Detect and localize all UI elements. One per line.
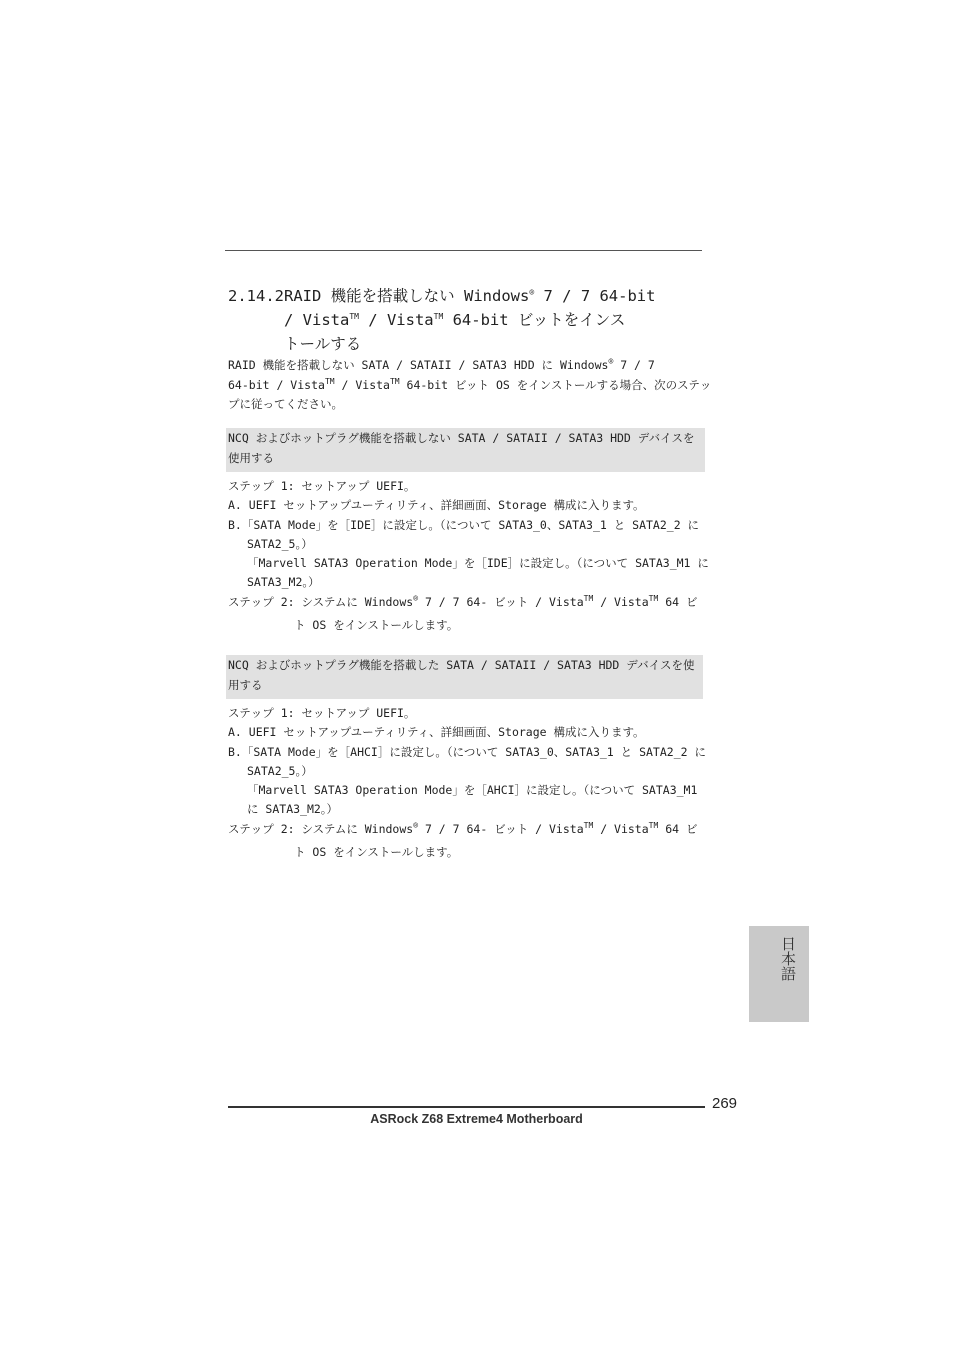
- section-number: 2.14.2: [228, 287, 284, 305]
- heading-line-2: / Vista™ / Vista™ 64-bit ビットをインス: [284, 311, 626, 329]
- step-a: A. UEFI セットアップユーティリティ、詳細画面、Storage 構成に入ります。: [228, 725, 645, 740]
- ncq-disabled-banner: NCQ およびホットプラグ機能を搭載しない SATA / SATAII / SATA3 HDD デバイスを 使用する: [226, 428, 705, 472]
- steps-ncq-enabled: ステップ 1: セットアップ UEFI。 A. UEFI セットアップユーティリティ、詳細画面、Storage 構成に入ります。 B.「SATA Mode」を［AHCI］に設定し。（について SATA3_0、SATA3_1 と SATA2_2 に SATA2_5。） 「Marvell SATA3 Operation Mode」を［AHCI］に設定し。（について SATA3_M1 に SATA3_M2。） ステップ 2: システムに Windows® 7 / 7 64- ビット / Vista™ / Vista™ 64 ビ ト OS をインストールします。: [228, 704, 708, 862]
- page-number: 269: [712, 1095, 738, 1112]
- footer-title: ASRock Z68 Extreme4 Motherboard: [370, 1112, 583, 1126]
- step-b: B.「SATA Mode」を［AHCI］に設定し。（について SATA3_0、SATA3_1 と SATA2_2 に: [228, 744, 706, 759]
- ncq-enabled-banner: NCQ およびホットプラグ機能を搭載した SATA / SATAII / SATA3 HDD デバイスを使 用する: [226, 655, 703, 699]
- language-side-tab: [749, 926, 809, 1022]
- heading-line-1: 2.14.2RAID 機能を搭載しない Windows® 7 / 7 64-bit: [228, 284, 698, 308]
- step-1: ステップ 1: セットアップ UEFI。: [228, 706, 416, 720]
- step-1: ステップ 1: セットアップ UEFI。: [228, 479, 416, 493]
- intro-paragraph: RAID 機能を搭載しない SATA / SATAII / SATA3 HDD に Windows® 7 / 7 64-bit / Vista™ / Vista™ 64-bit ビット OS をインストールする場合、次のステッ プに従ってください。: [228, 357, 712, 411]
- language-label: 日本語: [779, 936, 797, 981]
- top-divider: [225, 250, 702, 251]
- section-heading: [228, 284, 698, 356]
- step-a: A. UEFI セットアップユーティリティ、詳細画面、Storage 構成に入ります。: [228, 498, 645, 513]
- step-b: B.「SATA Mode」を［IDE］に設定し。（について SATA3_0、SATA3_1 と SATA2_2 に: [228, 517, 700, 532]
- step-2: ステップ 2: システムに Windows® 7 / 7 64- ビット / Vista™ / Vista™ 64 ビ: [228, 593, 698, 609]
- footer-divider: [228, 1106, 705, 1108]
- steps-ncq-disabled: ステップ 1: セットアップ UEFI。 A. UEFI セットアップユーティリティ、詳細画面、Storage 構成に入ります。 B.「SATA Mode」を［IDE］に設定し。（について SATA3_0、SATA3_1 と SATA2_2 に SATA2_5。） 「Marvell SATA3 Operation Mode」を［IDE］に設定し。（について SATA3_M1 に SATA3_M2。） ステップ 2: システムに Windows® 7 / 7 64- ビット / Vista™ / Vista™ 64 ビ ト OS をインストールします。: [228, 479, 709, 633]
- heading-line-3: トールする: [284, 335, 362, 353]
- step-2: ステップ 2: システムに Windows® 7 / 7 64- ビット / Vista™ / Vista™ 64 ビ: [228, 820, 698, 836]
